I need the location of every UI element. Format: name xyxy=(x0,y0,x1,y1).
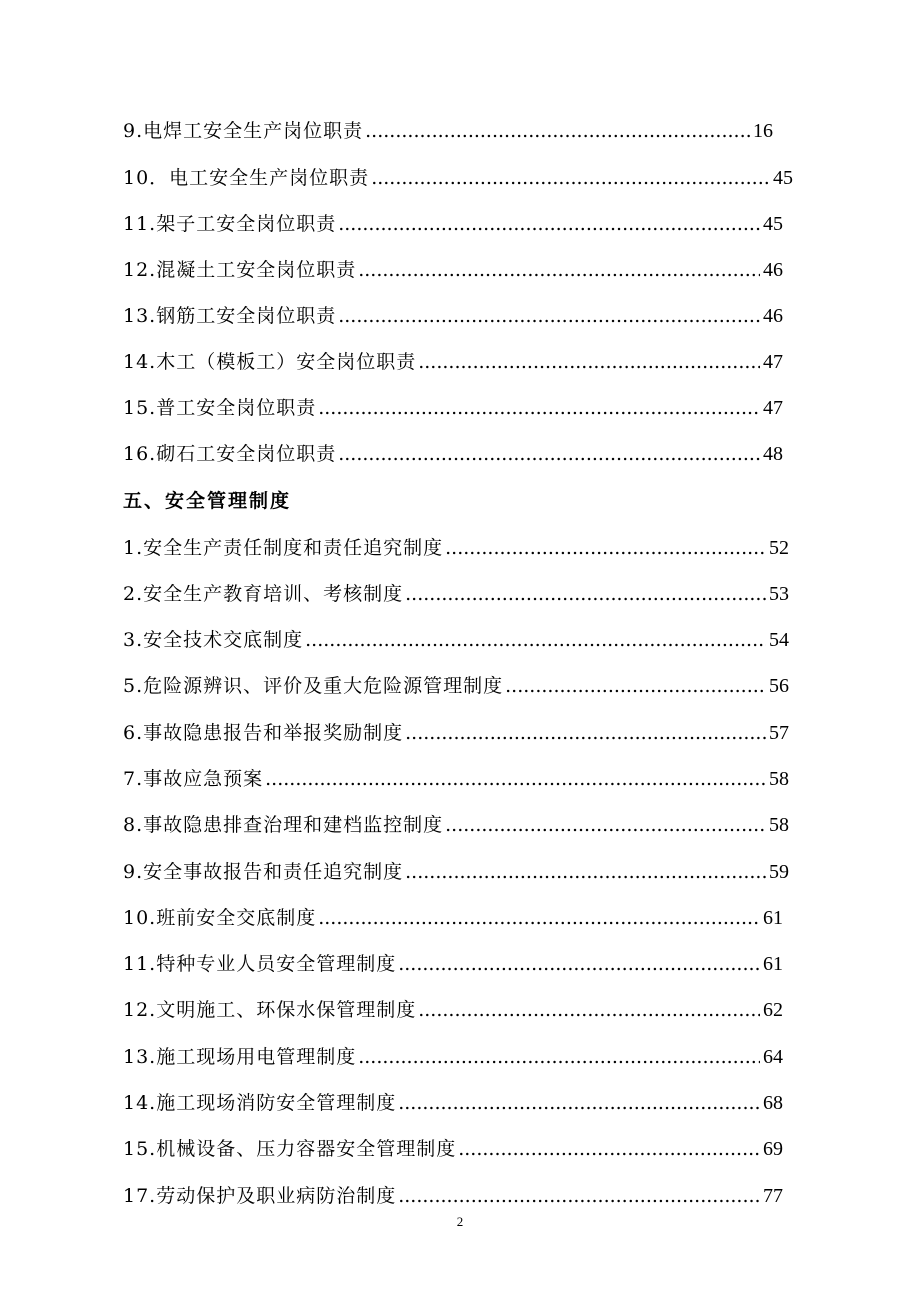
toc-entry-label: 17.劳动保护及职业病防治制度 xyxy=(123,1185,397,1207)
toc-entry[interactable] xyxy=(123,345,783,379)
toc-entry-page: 58 xyxy=(769,814,789,836)
toc-entry[interactable] xyxy=(123,669,789,703)
toc-entry[interactable] xyxy=(123,947,783,981)
toc-entry-page: 45 xyxy=(773,167,793,189)
toc-entry-page: 64 xyxy=(763,1046,783,1068)
toc-entry-label: 5.危险源辨识、评价及重大危险源管理制度 xyxy=(123,675,504,697)
toc-entry-page: 61 xyxy=(763,907,783,929)
toc-entry-label: 6.事故隐患报告和举报奖励制度 xyxy=(123,722,404,744)
toc-entry-label: 2.安全生产教育培训、考核制度 xyxy=(123,583,404,605)
toc-entry-page: 48 xyxy=(763,443,783,465)
toc-entry-page: 46 xyxy=(763,305,783,327)
toc-entry-page: 45 xyxy=(763,213,783,235)
toc-entry[interactable] xyxy=(123,901,783,935)
toc-entry[interactable] xyxy=(123,299,783,333)
toc-leader-dots xyxy=(338,207,760,241)
toc-entry[interactable] xyxy=(123,437,783,471)
toc-leader-dots xyxy=(365,114,750,148)
toc-entry[interactable] xyxy=(123,391,783,425)
toc-entry[interactable] xyxy=(123,808,789,842)
toc-entry-label: 14.木工（模板工）安全岗位职责 xyxy=(123,351,417,373)
toc-entry-label: 9.安全事故报告和责任追究制度 xyxy=(123,861,404,883)
toc-entry-page: 52 xyxy=(769,537,789,559)
toc-leader-dots xyxy=(405,577,766,611)
toc-entry[interactable] xyxy=(123,114,773,148)
toc-entry[interactable] xyxy=(123,1040,783,1074)
toc-entry-page: 58 xyxy=(769,768,789,790)
toc-leader-dots xyxy=(371,161,770,195)
toc-entry-label: 16.砌石工安全岗位职责 xyxy=(123,443,337,465)
toc-entry[interactable] xyxy=(123,1132,783,1166)
toc-leader-dots xyxy=(398,1086,760,1120)
toc-leader-dots xyxy=(318,391,760,425)
toc-entry[interactable] xyxy=(123,577,789,611)
toc-entry[interactable] xyxy=(123,716,789,750)
toc-entry[interactable] xyxy=(123,855,789,889)
toc-entry-label: 10．电工安全生产岗位职责 xyxy=(123,167,370,189)
toc-entry[interactable] xyxy=(123,253,783,287)
toc-entry-page: 56 xyxy=(769,675,789,697)
toc-entry-label: 9.电焊工安全生产岗位职责 xyxy=(123,120,364,142)
toc-entry-page: 47 xyxy=(763,351,783,373)
toc-entry[interactable] xyxy=(123,207,783,241)
page-number: 2 xyxy=(456,1214,464,1229)
toc-leader-dots xyxy=(445,808,766,842)
toc-entry-label: 12.混凝土工安全岗位职责 xyxy=(123,259,357,281)
toc-entry[interactable] xyxy=(123,623,789,657)
toc-leader-dots xyxy=(358,1040,760,1074)
toc-entry-page: 53 xyxy=(769,583,789,605)
toc-entry-label: 14.施工现场消防安全管理制度 xyxy=(123,1092,397,1114)
toc-entry[interactable] xyxy=(123,1179,783,1213)
toc-entry-page: 59 xyxy=(769,861,789,883)
toc-leader-dots xyxy=(398,947,760,981)
toc-entry-page: 16 xyxy=(753,120,773,142)
toc-entry-label: 15.机械设备、压力容器安全管理制度 xyxy=(123,1138,457,1160)
section-heading: 五、安全管理制度 xyxy=(123,490,292,512)
toc-entry-page: 69 xyxy=(763,1138,783,1160)
toc-leader-dots xyxy=(398,1179,760,1213)
toc-leader-dots xyxy=(418,993,760,1027)
toc-entry-label: 13.施工现场用电管理制度 xyxy=(123,1046,357,1068)
toc-entry-label: 15.普工安全岗位职责 xyxy=(123,397,317,419)
toc-leader-dots xyxy=(265,762,766,796)
toc-entry[interactable] xyxy=(123,161,793,195)
toc-leader-dots xyxy=(305,623,766,657)
toc-leader-dots xyxy=(418,345,760,379)
toc-entry[interactable] xyxy=(123,993,783,1027)
toc-leader-dots xyxy=(505,669,766,703)
toc-entry-page: 61 xyxy=(763,953,783,975)
toc-entry-page: 54 xyxy=(769,629,789,651)
toc-entry-page: 46 xyxy=(763,259,783,281)
toc-entry-page: 68 xyxy=(763,1092,783,1114)
toc-leader-dots xyxy=(445,531,766,565)
toc-leader-dots xyxy=(458,1132,760,1166)
toc-entry[interactable] xyxy=(123,762,789,796)
toc-entry[interactable] xyxy=(123,1086,783,1120)
toc-entry-page: 77 xyxy=(763,1185,783,1207)
toc-entry-label: 10.班前安全交底制度 xyxy=(123,907,317,929)
toc-entry[interactable] xyxy=(123,531,789,565)
toc-entry-page: 62 xyxy=(763,999,783,1021)
toc-leader-dots xyxy=(405,716,766,750)
toc-entry-page: 57 xyxy=(769,722,789,744)
toc-entry-label: 3.安全技术交底制度 xyxy=(123,629,304,651)
toc-entry-label: 11.特种专业人员安全管理制度 xyxy=(123,953,397,975)
toc-leader-dots xyxy=(405,855,766,889)
toc-entry-label: 8.事故隐患排查治理和建档监控制度 xyxy=(123,814,444,836)
toc-entry-label: 13.钢筋工安全岗位职责 xyxy=(123,305,337,327)
toc-entry-label: 1.安全生产责任制度和责任追究制度 xyxy=(123,537,444,559)
toc-entry-page: 47 xyxy=(763,397,783,419)
toc-entry-label: 7.事故应急预案 xyxy=(123,768,264,790)
toc-entry-label: 12.文明施工、环保水保管理制度 xyxy=(123,999,417,1021)
toc-leader-dots xyxy=(338,437,760,471)
toc-entry-label: 11.架子工安全岗位职责 xyxy=(123,213,337,235)
toc-leader-dots xyxy=(318,901,760,935)
toc-leader-dots xyxy=(358,253,760,287)
toc-leader-dots xyxy=(338,299,760,333)
